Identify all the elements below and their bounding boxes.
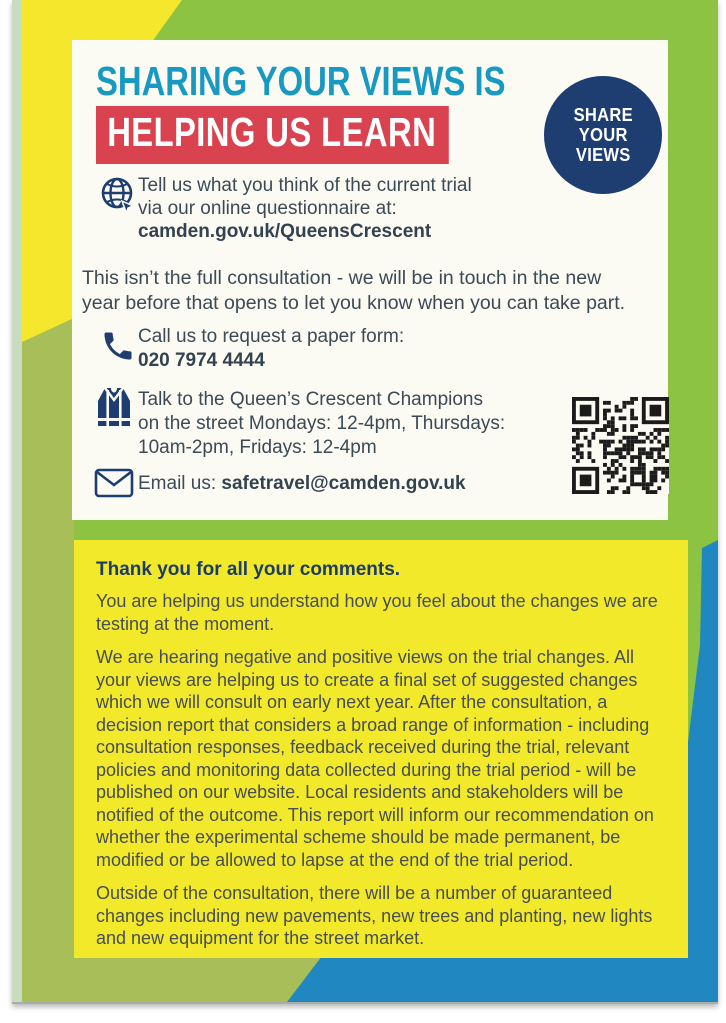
phone-label: Call us to request a paper form: [138, 326, 405, 347]
email-row-text [138, 472, 598, 495]
email-label: Email us: [138, 473, 222, 494]
thanks-paragraph-3: Outside of the consultation, there will be a number of guaranteed changes including new pavements, new trees and planting, new lights and new equipment for the street market. [96, 883, 653, 948]
sage-bottom-strip [74, 956, 322, 1002]
thanks-paragraph-2: We are hearing negative and positive views on the trial changes. All your views are helping us to create a final set of suggested changes which we will consult on early next year. After the consultation, a decision report that considers a broad range of information - including consultation responses, feedback received during the trial, relevant policies and monitoring data collected during the trial period - will be published on our website. Local residents and stakeholders will be notified of the outcome. This report will inform our recommendation on whether the experimental scheme should be made permanent, be modified or be allowed to lapse at the end of the trial period. [96, 647, 654, 870]
online-questionnaire-text [138, 174, 558, 243]
phone-icon [100, 328, 136, 369]
leaflet-page [12, 0, 718, 1004]
champions-line-1: Talk to the Queen’s Crescent Champions [138, 389, 483, 410]
thanks-panel [74, 540, 688, 958]
hi-vis-vest-icon [94, 386, 134, 435]
badge-line: SHARE [573, 104, 633, 125]
badge-line: VIEWS [575, 145, 631, 166]
thanks-heading: Thank you for all your comments. [96, 559, 401, 580]
email-address: safetravel@camden.gov.uk [221, 473, 466, 494]
share-your-views-badge [544, 76, 662, 194]
consultation-note [82, 266, 662, 316]
note-line-2: year before that opens to let you know when you can take part. [82, 292, 626, 314]
headline-helping-us-learn: HELPING US LEARN [96, 106, 449, 164]
questionnaire-url: camden.gov.uk/QueensCrescent [138, 221, 432, 242]
champions-row-text [138, 388, 578, 460]
phone-row-text [138, 325, 558, 373]
contact-card [72, 40, 668, 520]
thanks-paragraph-1: You are helping us understand how you feel about the changes we are testing at the moment. [96, 591, 658, 634]
champions-line-3: 10am-2pm, Fridays: 12-4pm [138, 437, 377, 458]
envelope-icon [94, 468, 134, 503]
online-line-1: Tell us what you think of the current trial [138, 175, 472, 196]
phone-number: 020 7974 4444 [138, 350, 265, 371]
note-line-1: This isn’t the full consultation - we will be in touch in the new [82, 267, 602, 289]
sage-left-strip [22, 318, 74, 1002]
qr-code [572, 397, 669, 494]
badge-line: YOUR [578, 124, 628, 145]
champions-line-2: on the street Mondays: 12-4pm, Thursdays: [138, 413, 506, 434]
headline-sharing-views: SHARING YOUR VIEWS IS [96, 58, 506, 104]
page-fold-edge [12, 0, 23, 1002]
online-line-2: via our online questionnaire at: [138, 198, 397, 219]
globe-cursor-icon [98, 176, 138, 223]
